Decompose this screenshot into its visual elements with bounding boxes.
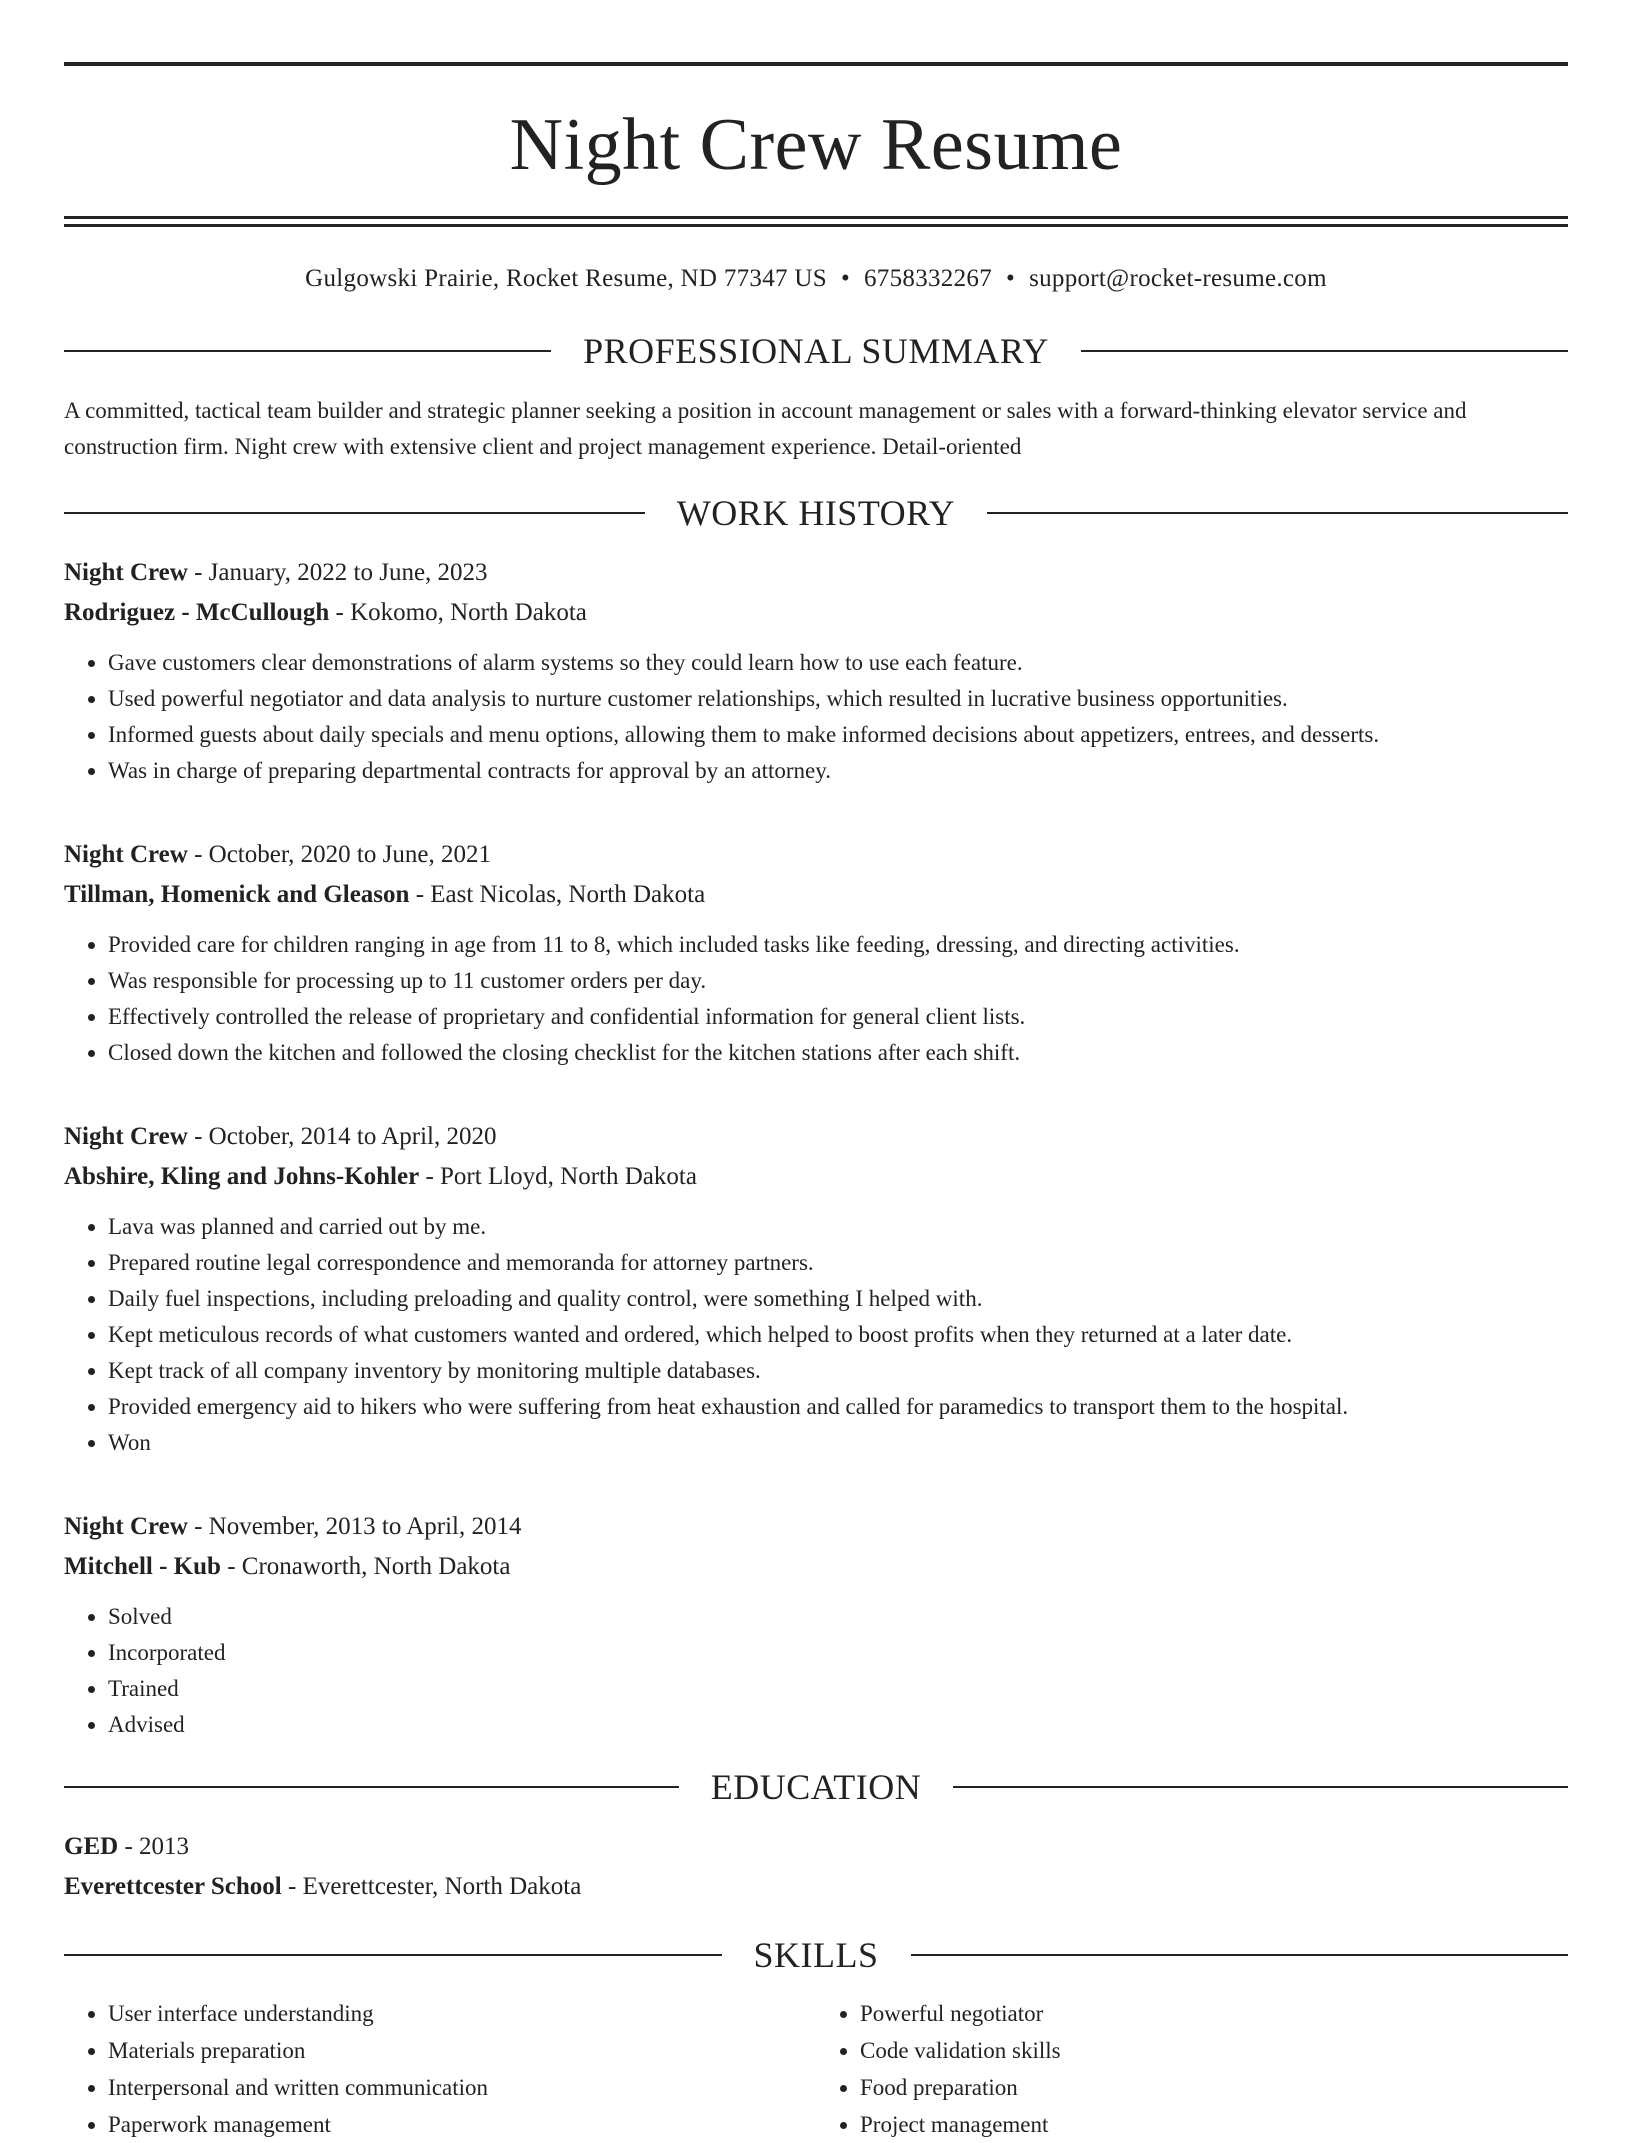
job-bullets <box>64 927 1568 1071</box>
job-company-line <box>64 1547 1568 1587</box>
contact-separator: • <box>1006 265 1016 292</box>
skills-list-right <box>816 1995 1568 2143</box>
skill-item: • User interface understanding <box>108 1995 816 2032</box>
job-bullet: • Kept track of all company inventory by monitoring multiple databases. <box>108 1353 1568 1389</box>
skill-item: • Code validation skills <box>860 2032 1568 2069</box>
job-bullet: • Was responsible for processing up to 11 customer orders per day. <box>108 963 1568 999</box>
job-bullets <box>64 1209 1568 1461</box>
job-company: Rodriguez - McCullough <box>64 599 330 626</box>
job-company: Abshire, Kling and Johns-Kohler <box>64 1163 420 1190</box>
contact-separator: • <box>840 265 850 292</box>
job-title: Night Crew <box>64 1123 188 1150</box>
section-header-work <box>64 495 1568 531</box>
section-title: EDUCATION <box>710 1767 922 1807</box>
contact-line <box>64 265 1568 293</box>
skills-list-left <box>64 1995 816 2143</box>
job-bullet: • Informed guests about daily specials and menu options, allowing them to make informed decisions about appetizers, entrees, and desserts. <box>108 717 1568 753</box>
job-bullet: • Closed down the kitchen and followed the closing checklist for the kitchen stations after each shift. <box>108 1035 1568 1071</box>
section-rule <box>911 1954 1569 1956</box>
job-title-line <box>64 1507 1568 1547</box>
resume-title: Night Crew Resume <box>509 104 1123 186</box>
job-entry <box>64 1117 1568 1461</box>
job-bullets <box>64 645 1568 789</box>
job-entry <box>64 835 1568 1071</box>
job-bullet: • Won <box>108 1425 1568 1461</box>
section-title: WORK HISTORY <box>676 493 956 533</box>
job-bullet: • Kept meticulous records of what customers wanted and ordered, which helped to boost profits when they returned at a later date. <box>108 1317 1568 1353</box>
job-location: - Port Lloyd, North Dakota <box>419 1163 697 1190</box>
section-rule <box>64 512 645 514</box>
job-location: - East Nicolas, North Dakota <box>409 881 706 908</box>
job-title-line <box>64 1117 1568 1157</box>
job-company: Mitchell - Kub <box>64 1553 221 1580</box>
education-school: Everettcester School <box>64 1873 282 1900</box>
contact-email: support@rocket-resume.com <box>1029 265 1327 292</box>
job-bullet: • Was in charge of preparing departmental contracts for approval by an attorney. <box>108 753 1568 789</box>
education-location: - Everettcester, North Dakota <box>281 1873 582 1900</box>
section-rule <box>1081 350 1568 352</box>
job-bullet: • Provided care for children ranging in age from 11 to 8, which included tasks like feeding, dressing, and directing activities. <box>108 927 1568 963</box>
education-degree: GED <box>64 1833 119 1860</box>
skill-item: • Materials preparation <box>108 2032 816 2069</box>
job-title-line <box>64 835 1568 875</box>
skill-item: • Interpersonal and written communication <box>108 2069 816 2106</box>
resume-page <box>64 0 1568 2143</box>
job-bullet: • Used powerful negotiator and data analysis to nurture customer relationships, which resulted in lucrative business opportunities. <box>108 681 1568 717</box>
contact-phone: 6758332267 <box>864 265 992 292</box>
education-school-line <box>64 1867 1568 1907</box>
skill-item: • Project management <box>860 2106 1568 2143</box>
section-rule <box>64 350 551 352</box>
education-entry <box>64 1827 1568 1907</box>
job-bullet: • Provided emergency aid to hikers who were suffering from heat exhaustion and called for paramedics to transport them to the hospital. <box>108 1389 1568 1425</box>
top-rule <box>64 62 1568 66</box>
job-bullet: • Effectively controlled the release of proprietary and confidential information for general client lists. <box>108 999 1568 1035</box>
education-degree-line <box>64 1827 1568 1867</box>
job-title-line <box>64 553 1568 593</box>
skill-item: • Food preparation <box>860 2069 1568 2106</box>
job-bullet: • Prepared routine legal correspondence and memoranda for attorney partners. <box>108 1245 1568 1281</box>
job-bullet: • Daily fuel inspections, including preloading and quality control, were something I helped with. <box>108 1281 1568 1317</box>
skill-item: • Paperwork management <box>108 2106 816 2143</box>
job-bullets <box>64 1599 1568 1743</box>
job-location: - Cronaworth, North Dakota <box>220 1553 511 1580</box>
section-rule <box>64 1954 722 1956</box>
job-bullet: • Solved <box>108 1599 1568 1635</box>
job-dates: - January, 2022 to June, 2023 <box>187 559 488 586</box>
job-bullet: • Lava was planned and carried out by me. <box>108 1209 1568 1245</box>
section-title: PROFESSIONAL SUMMARY <box>583 331 1049 371</box>
section-header-education <box>64 1769 1568 1805</box>
summary-text: A committed, tactical team builder and strategic planner seeking a position in account management or sales with a forward-thinking elevator service and construction firm. Night crew with extensive client and project management experience. Detail-oriented <box>64 398 1467 459</box>
job-company-line <box>64 875 1568 915</box>
section-header-skills <box>64 1937 1568 1973</box>
job-entry <box>64 553 1568 789</box>
work-history-list <box>64 553 1568 1743</box>
job-title: Night Crew <box>64 559 188 586</box>
job-company-line <box>64 1157 1568 1197</box>
job-location: - Kokomo, North Dakota <box>329 599 587 626</box>
job-dates: - October, 2014 to April, 2020 <box>187 1123 497 1150</box>
job-bullet: • Trained <box>108 1671 1568 1707</box>
job-bullet: • Incorporated <box>108 1635 1568 1671</box>
section-rule <box>953 1786 1568 1788</box>
job-dates: - October, 2020 to June, 2021 <box>187 841 491 868</box>
job-company-line <box>64 593 1568 633</box>
skills-columns <box>64 1995 1568 2143</box>
job-dates: - November, 2013 to April, 2014 <box>187 1513 522 1540</box>
job-bullet: • Advised <box>108 1707 1568 1743</box>
job-title: Night Crew <box>64 841 188 868</box>
section-header-summary <box>64 333 1568 369</box>
job-bullet: • Gave customers clear demonstrations of alarm systems so they could learn how to use each feature. <box>108 645 1568 681</box>
education-year: - 2013 <box>118 1833 190 1860</box>
contact-address: Gulgowski Prairie, Rocket Resume, ND 77347 US <box>305 265 827 292</box>
section-title: SKILLS <box>753 1935 879 1975</box>
job-company: Tillman, Homenick and Gleason <box>64 881 410 908</box>
title-double-rule <box>64 216 1568 227</box>
section-rule <box>987 512 1568 514</box>
skill-item: • Powerful negotiator <box>860 1995 1568 2032</box>
job-title: Night Crew <box>64 1513 188 1540</box>
job-entry <box>64 1507 1568 1743</box>
section-rule <box>64 1786 679 1788</box>
